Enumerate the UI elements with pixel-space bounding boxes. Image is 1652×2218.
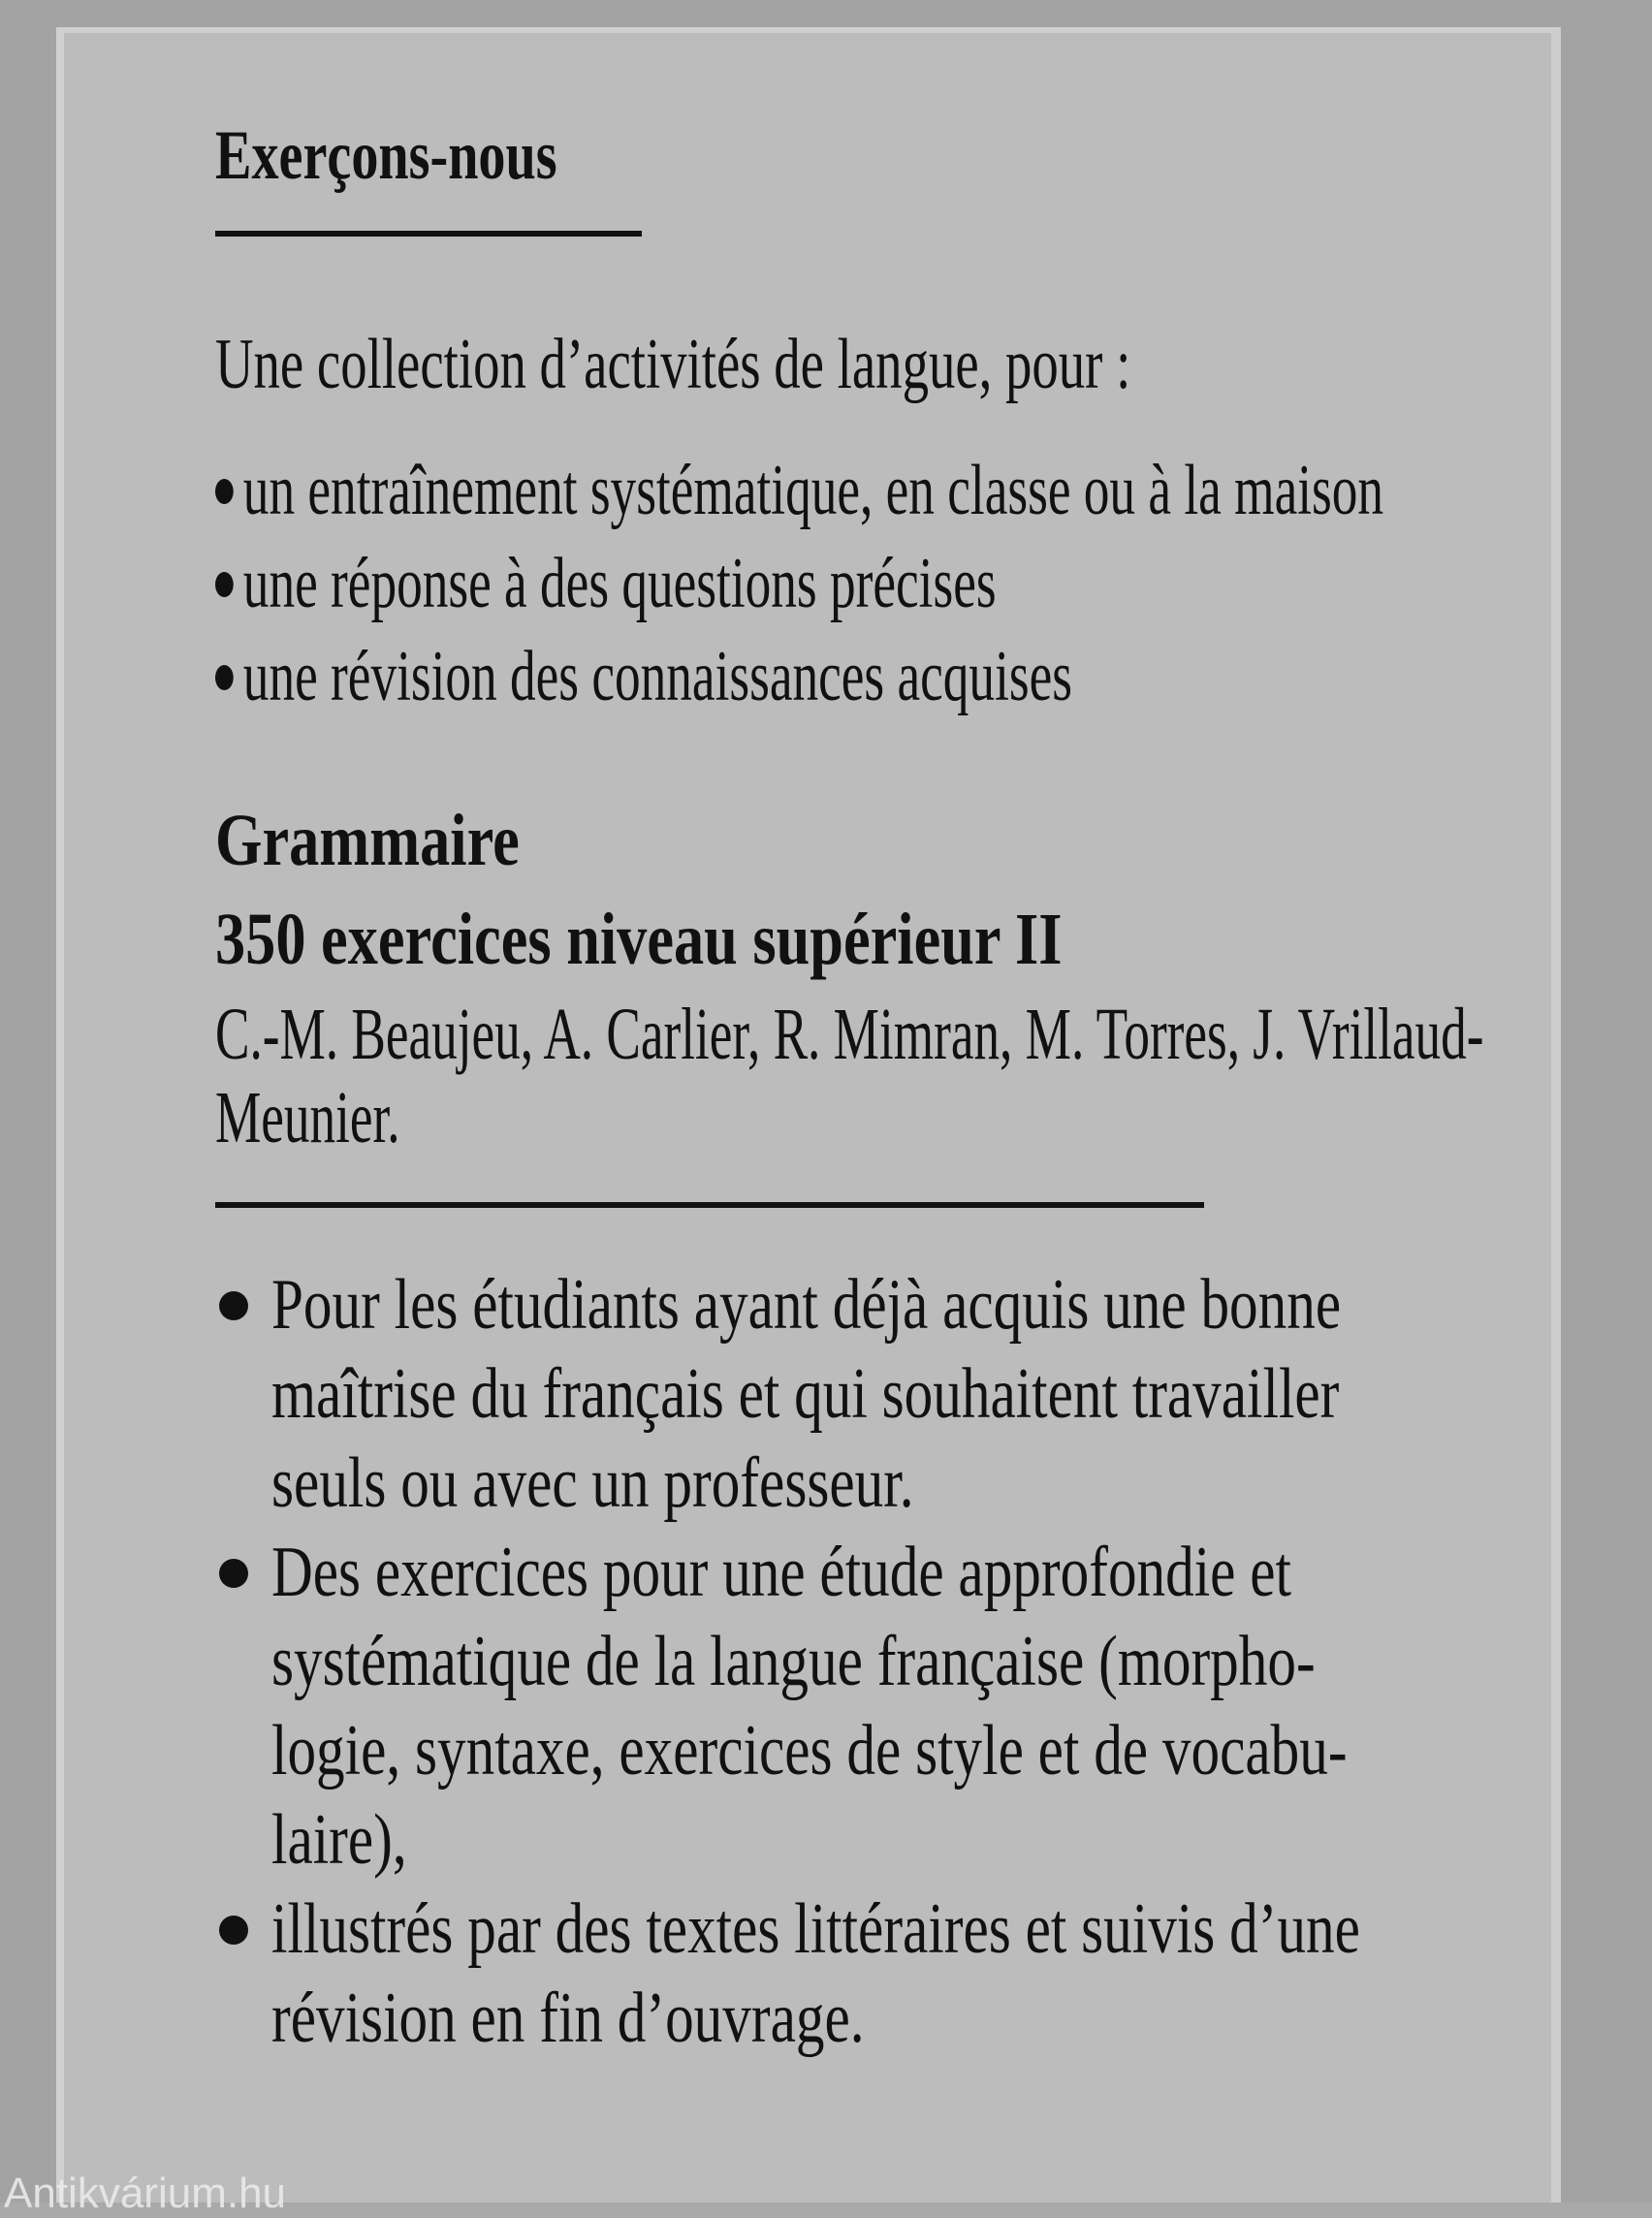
description-line: logie, syntaxe, exercices de style et de vocabu- <box>271 1711 1348 1790</box>
bullet-icon <box>219 1559 248 1588</box>
book-subject: Grammaire <box>215 800 520 881</box>
text-panel <box>56 27 1561 2202</box>
list-item <box>215 1532 1633 1888</box>
purpose-text: un entraînement systématique, en classe ou à la maison <box>242 451 1384 530</box>
series-title: Exerçons-nous <box>215 116 557 194</box>
description-line: Des exercices pour une étude approfondie et <box>271 1533 1291 1612</box>
list-item <box>215 636 1383 729</box>
description-line: seuls ou avec un professeur. <box>271 1443 914 1523</box>
list-item <box>215 450 1383 543</box>
purpose-text: une réponse à des questions précises <box>242 544 997 623</box>
purpose-text: une révision des connaissances acquises <box>242 637 1072 716</box>
bullet-icon <box>219 1916 248 1945</box>
description-list <box>215 1264 1633 2067</box>
title-underline <box>215 231 642 237</box>
series-intro: Une collection d’activités de langue, pour : <box>215 325 1131 404</box>
list-item <box>215 543 1383 636</box>
book-authors <box>215 993 1592 1159</box>
description-line: laire), <box>271 1800 407 1880</box>
description-line: illustrés par des textes littéraires et suivis d’une <box>271 1889 1360 1969</box>
bullet-icon <box>215 572 234 597</box>
bullet-icon <box>215 665 234 690</box>
section-divider <box>215 1202 1204 1208</box>
description-line: révision en fin d’ouvrage. <box>271 1979 865 2058</box>
list-item <box>215 1888 1633 2067</box>
bullet-icon <box>219 1291 248 1320</box>
authors-line: Meunier. <box>215 1077 400 1158</box>
list-item <box>215 1264 1633 1532</box>
bullet-icon <box>215 479 234 504</box>
description-line: maîtrise du français et qui souhaitent travailler <box>271 1354 1340 1434</box>
authors-line: C.-M. Beaujeu, A. Carlier, R. Mimran, M. Torres, J. Vrillaud- <box>215 994 1484 1075</box>
purpose-list <box>215 450 1652 729</box>
book-title: 350 exercices niveau supérieur II <box>215 899 1063 980</box>
description-line: Pour les étudiants ayant déjà acquis une bonne <box>271 1265 1342 1345</box>
watermark: Antikvárium.hu <box>4 2170 287 2217</box>
description-line: systématique de la langue française (morpho- <box>271 1622 1316 1701</box>
